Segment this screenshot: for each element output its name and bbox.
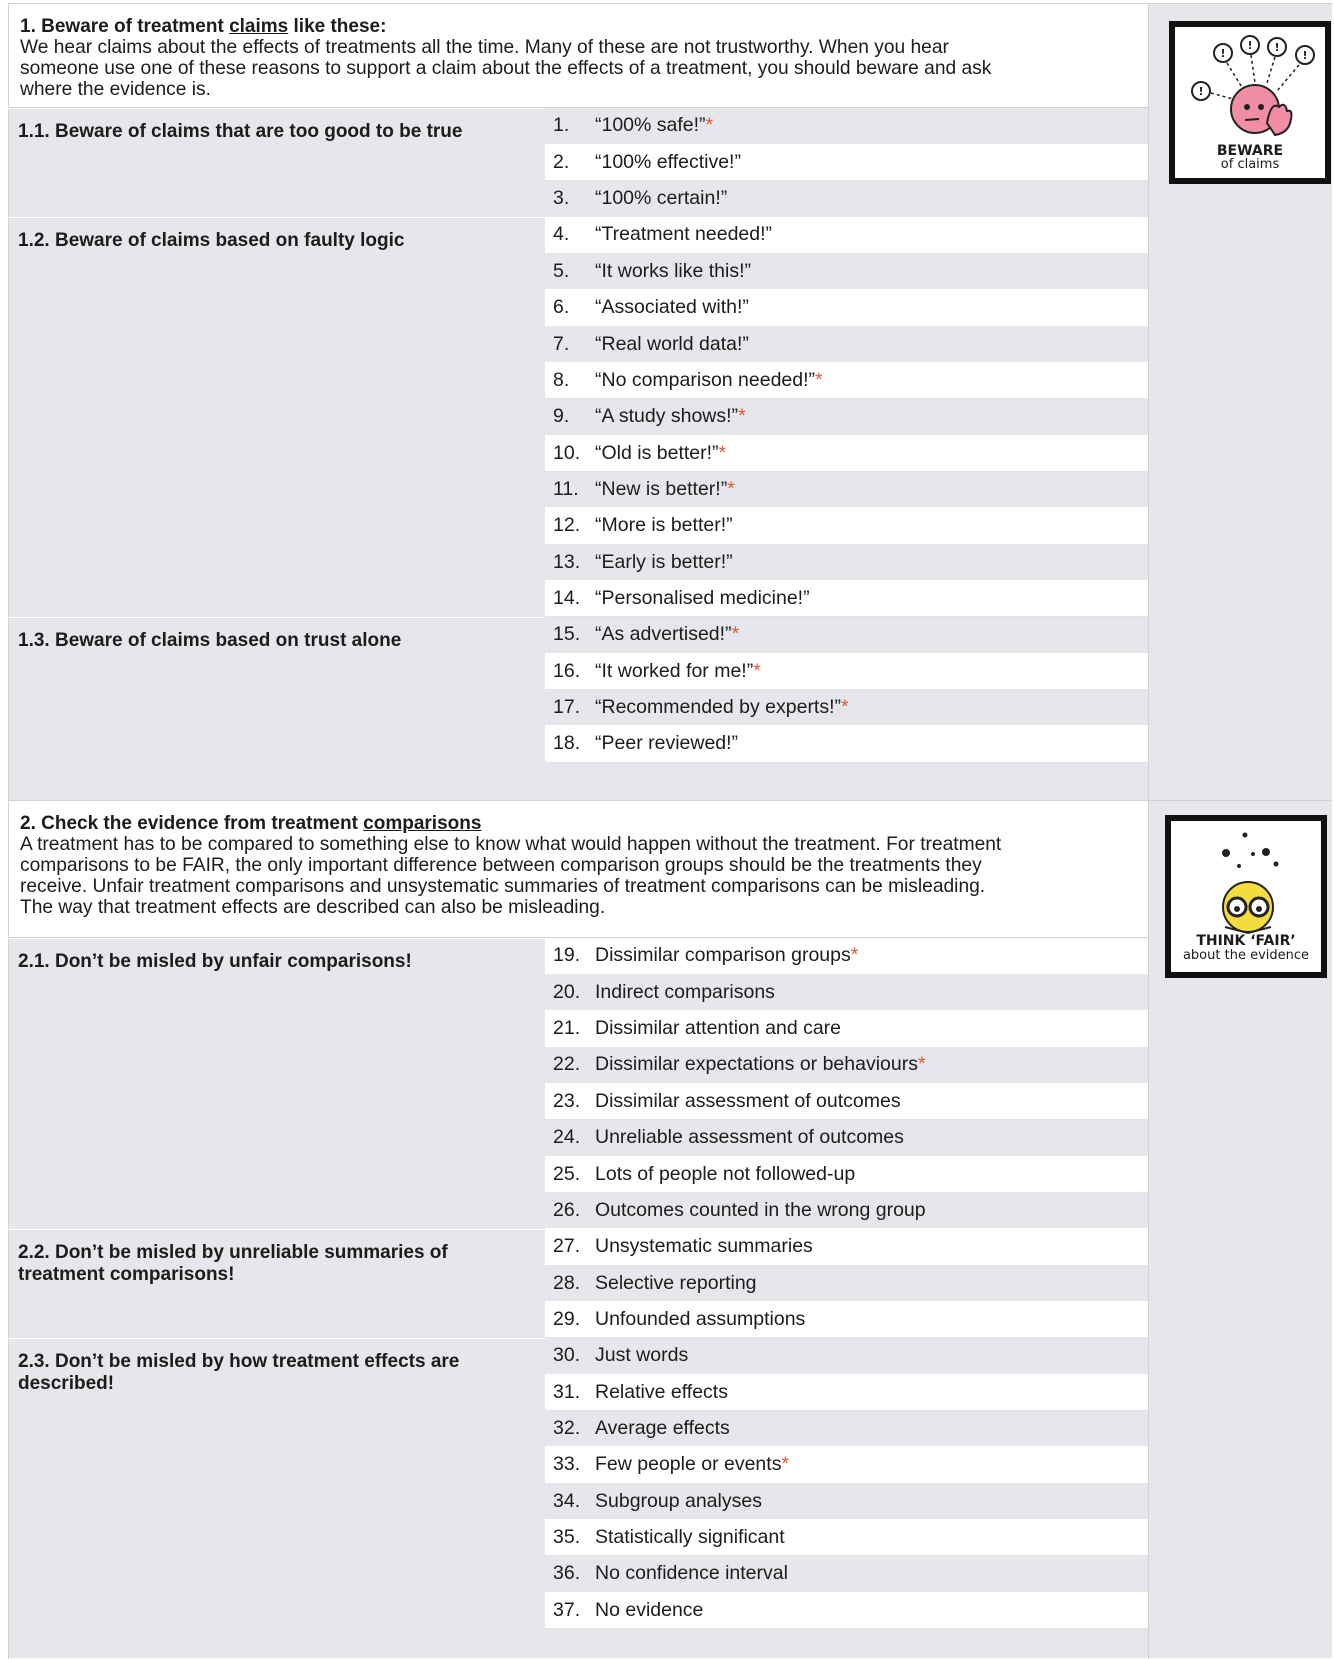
checklist-item xyxy=(545,508,1148,545)
asterisk-marker: * xyxy=(731,623,740,646)
item-text: “Early is better!” xyxy=(595,550,733,573)
item-number: 7. xyxy=(553,332,570,355)
section-title xyxy=(20,814,1136,834)
asterisk-marker: * xyxy=(753,659,761,682)
item-text: “A study shows!” xyxy=(595,405,739,428)
badge-sublabel: about the evidence xyxy=(1182,948,1310,963)
item-text: No evidence xyxy=(595,1598,704,1621)
item-text: Dissimilar expectations or behaviours xyxy=(595,1053,918,1076)
asterisk-marker: * xyxy=(850,944,859,967)
checklist-item xyxy=(545,617,1148,654)
checklist-item xyxy=(545,1447,1148,1484)
item-text: “100% safe!” xyxy=(595,114,706,137)
item-number: 10. xyxy=(553,441,581,464)
section-intro xyxy=(8,4,1148,108)
section-intro-line: We hear claims about the effects of treatments all the time. Many of these are not trustworthy. When you hear xyxy=(20,37,949,58)
item-text: “Treatment needed!” xyxy=(595,223,773,246)
item-text: “Recommended by experts!” xyxy=(595,696,842,719)
checklist-item xyxy=(545,326,1148,363)
group-title: 1.2. Beware of claims based on faulty logic xyxy=(18,230,405,252)
item-number: 9. xyxy=(553,405,570,428)
checklist-item xyxy=(545,1411,1148,1448)
section-intro-line: someone use one of these reasons to support a claim about the effects of a treatment, you should beware and ask xyxy=(20,58,992,79)
item-text: “It works like this!” xyxy=(595,259,752,282)
svg-text:!: ! xyxy=(1247,39,1253,52)
item-number: 3. xyxy=(553,187,570,210)
item-number: 20. xyxy=(553,980,581,1003)
checklist-item xyxy=(545,472,1148,509)
asterisk-marker: * xyxy=(917,1053,926,1076)
item-number: 26. xyxy=(553,1198,581,1221)
checklist-item xyxy=(545,290,1148,327)
item-number: 28. xyxy=(553,1271,581,1294)
item-text: Dissimilar attention and care xyxy=(595,1017,842,1040)
item-number: 5. xyxy=(553,259,570,282)
checklist-item xyxy=(545,1156,1148,1193)
checklist-item xyxy=(545,1483,1148,1520)
checklist-item xyxy=(545,144,1148,181)
item-number: 32. xyxy=(553,1416,581,1439)
item-text: Subgroup analyses xyxy=(595,1489,762,1512)
item-number: 37. xyxy=(553,1598,581,1621)
item-text: Statistically significant xyxy=(595,1526,785,1549)
think-fair-face-badge xyxy=(1165,815,1327,978)
item-text: “Associated with!” xyxy=(595,296,749,319)
item-text: “New is better!” xyxy=(595,477,728,500)
section-title xyxy=(20,17,1136,37)
item-text: Dissimilar comparison groups xyxy=(595,944,851,967)
asterisk-marker: * xyxy=(738,405,746,428)
item-text: Relative effects xyxy=(595,1380,728,1403)
group-title: 1.3. Beware of claims based on trust alone xyxy=(18,629,402,651)
checklist-item xyxy=(545,690,1148,727)
section-intro-line: comparisons to be FAIR, the only important difference between comparison groups should be the treatments they xyxy=(20,855,982,876)
item-text: Unsystematic summaries xyxy=(595,1235,813,1258)
item-number: 23. xyxy=(553,1089,581,1112)
item-number: 11. xyxy=(553,477,579,500)
item-number: 19. xyxy=(553,944,581,967)
item-number: 33. xyxy=(553,1453,581,1476)
section-title-text: 1. Beware of treatment xyxy=(20,16,230,37)
section-title-underlined: comparisons xyxy=(363,813,482,834)
section-intro xyxy=(8,801,1148,938)
item-number: 2. xyxy=(553,150,570,173)
section-intro-line: where the evidence is. xyxy=(20,79,211,100)
item-text: Just words xyxy=(595,1344,689,1367)
beware-face-badge xyxy=(1169,21,1331,184)
section-intro-line: A treatment has to be compared to something else to know what would happen without the treatment. For treatment xyxy=(20,834,1002,855)
checklist-item xyxy=(545,1592,1148,1629)
asterisk-marker: * xyxy=(727,477,735,500)
section-intro-line: receive. Unfair treatment comparisons and unsystematic summaries of treatment comparisons can be misleading. xyxy=(20,876,986,897)
item-text: “Personalised medicine!” xyxy=(595,586,810,609)
item-number: 12. xyxy=(553,514,581,537)
checklist-item xyxy=(545,181,1148,218)
item-number: 16. xyxy=(553,659,581,682)
asterisk-marker: * xyxy=(781,1453,790,1476)
checklist-item xyxy=(545,581,1148,618)
item-text: Lots of people not followed-up xyxy=(595,1162,856,1185)
item-number: 35. xyxy=(553,1526,581,1549)
section-2 xyxy=(8,800,1332,1658)
checklist-item xyxy=(545,1120,1148,1157)
checklist-item xyxy=(545,1083,1148,1120)
checklist-item xyxy=(545,1338,1148,1375)
svg-text:!: ! xyxy=(1302,49,1308,62)
item-text: “100% certain!” xyxy=(595,187,728,210)
item-number: 18. xyxy=(553,732,581,755)
checklist-item xyxy=(545,1011,1148,1048)
group-title: 2.3. Don’t be misled by how treatment effects are described! xyxy=(18,1350,460,1394)
checklist-item xyxy=(545,1374,1148,1411)
badge-label: THINK ‘FAIR’ xyxy=(1196,933,1296,949)
item-number: 22. xyxy=(553,1053,581,1076)
item-number: 15. xyxy=(553,623,581,646)
item-number: 30. xyxy=(553,1344,581,1367)
checklist-item xyxy=(545,974,1148,1011)
group-title: 1.1. Beware of claims that are too good to be true xyxy=(18,121,463,142)
item-text: “It worked for me!” xyxy=(595,659,754,682)
badge-label: BEWARE xyxy=(1216,143,1284,159)
item-text: Indirect comparisons xyxy=(595,980,775,1003)
item-number: 31. xyxy=(553,1380,581,1403)
section-title-underlined: claims xyxy=(229,16,289,37)
item-text: Unfounded assumptions xyxy=(595,1307,806,1330)
item-text: Unreliable assessment of outcomes xyxy=(595,1126,904,1149)
checklist-item xyxy=(545,726,1148,763)
item-number: 36. xyxy=(553,1562,581,1585)
checklist-item xyxy=(545,253,1148,290)
checklist-item xyxy=(545,362,1148,399)
item-number: 6. xyxy=(553,296,570,319)
item-text: “Peer reviewed!” xyxy=(595,732,739,755)
column-divider xyxy=(1148,801,1149,1659)
column-divider xyxy=(1148,4,1149,801)
item-number: 34. xyxy=(553,1489,581,1512)
checklist-item xyxy=(545,217,1148,254)
asterisk-marker: * xyxy=(815,368,823,391)
item-number: 8. xyxy=(553,368,570,391)
item-number: 27. xyxy=(553,1235,581,1258)
badge-sublabel: of claims xyxy=(1220,157,1280,172)
checklist-item xyxy=(545,1229,1148,1266)
section-title-suffix: like these: xyxy=(288,16,387,37)
checklist-item xyxy=(545,399,1148,436)
item-text: “100% effective!” xyxy=(595,150,741,173)
checklist-item xyxy=(545,435,1148,472)
checklist-item xyxy=(545,544,1148,581)
group-title: 2.2. Don’t be misled by unreliable summaries of treatment comparisons! xyxy=(18,1241,448,1285)
checklist-item xyxy=(545,1302,1148,1339)
item-text: No confidence interval xyxy=(595,1562,788,1585)
svg-text:!: ! xyxy=(1220,47,1226,60)
section-1 xyxy=(8,3,1332,800)
asterisk-marker: * xyxy=(841,696,849,719)
asterisk-marker: * xyxy=(718,441,727,464)
checklist-item xyxy=(545,1192,1148,1229)
checklist-item xyxy=(545,653,1148,690)
item-text: “More is better!” xyxy=(595,514,733,537)
item-number: 13. xyxy=(553,550,581,573)
item-text: Selective reporting xyxy=(595,1271,757,1294)
section-title-text: 2. Check the evidence from treatment xyxy=(20,813,364,834)
checklist-item xyxy=(545,938,1148,975)
checklist-item xyxy=(545,1265,1148,1302)
item-number: 17. xyxy=(553,696,581,719)
checklist-item xyxy=(545,1556,1148,1593)
item-text: Average effects xyxy=(595,1416,730,1439)
checklist-item xyxy=(545,108,1148,145)
item-text: Few people or events xyxy=(595,1453,782,1476)
asterisk-marker: * xyxy=(705,114,714,137)
checklist-item xyxy=(545,1047,1148,1084)
svg-text:!: ! xyxy=(1274,41,1280,54)
item-number: 1. xyxy=(553,114,570,137)
item-number: 24. xyxy=(553,1126,581,1149)
item-number: 14. xyxy=(553,586,581,609)
item-number: 25. xyxy=(553,1162,581,1185)
item-text: “Old is better!” xyxy=(595,441,719,464)
item-text: “Real world data!” xyxy=(595,332,749,355)
item-text: “No comparison needed!” xyxy=(595,368,816,391)
group-title: 2.1. Don’t be misled by unfair comparisons! xyxy=(18,951,412,972)
item-text: Dissimilar assessment of outcomes xyxy=(595,1089,901,1112)
checklist-item xyxy=(545,1520,1148,1557)
item-text: “As advertised!” xyxy=(595,623,732,646)
item-number: 4. xyxy=(553,223,570,246)
item-number: 21. xyxy=(553,1017,581,1040)
section-intro-line: The way that treatment effects are described can also be misleading. xyxy=(20,897,606,918)
svg-text:!: ! xyxy=(1198,85,1204,98)
item-text: Outcomes counted in the wrong group xyxy=(595,1198,926,1221)
item-number: 29. xyxy=(553,1307,581,1330)
